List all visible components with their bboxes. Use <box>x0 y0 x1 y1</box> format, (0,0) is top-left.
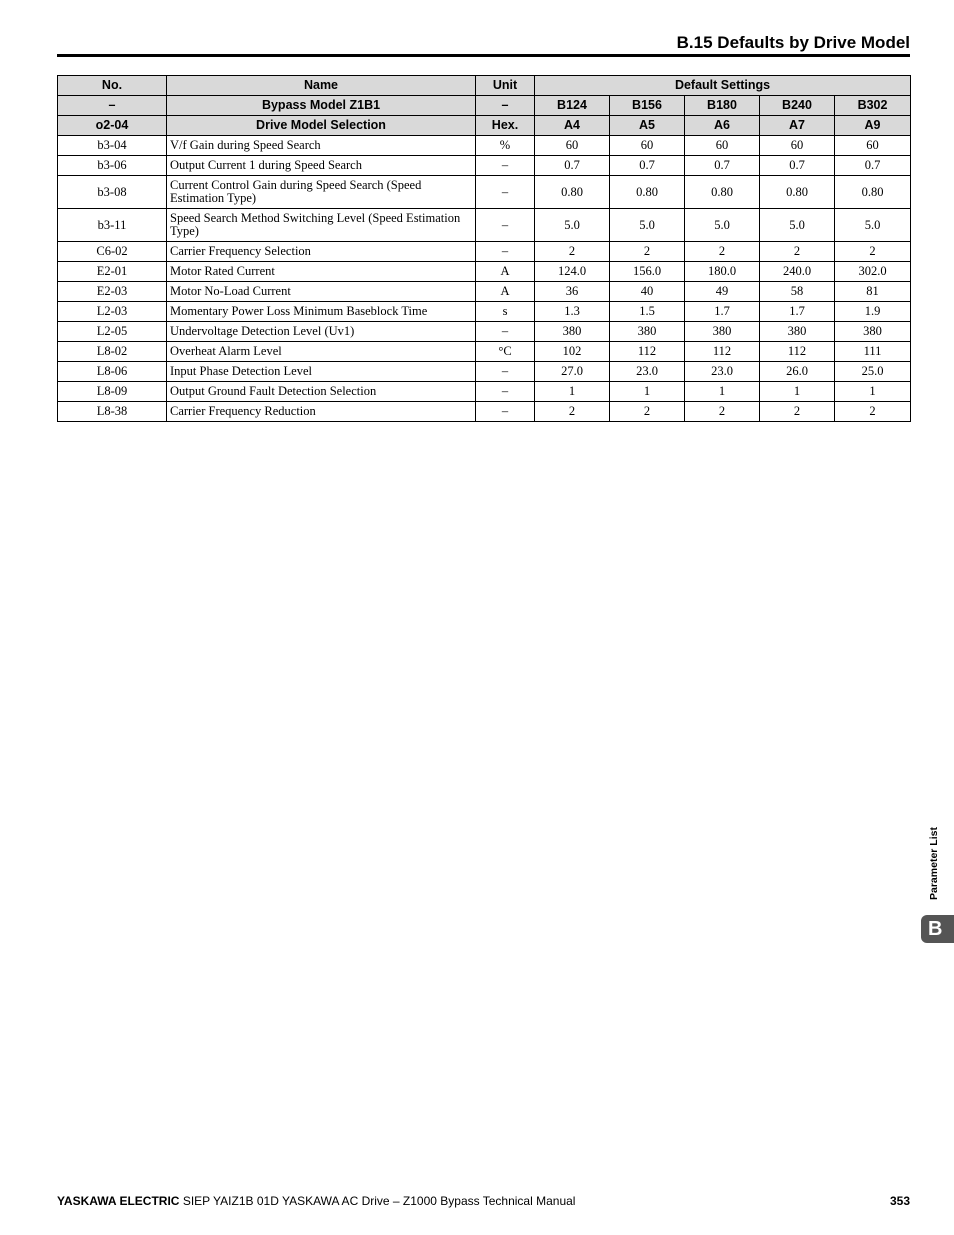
cell-value: 156.0 <box>610 262 685 282</box>
cell-value: 1 <box>835 382 911 402</box>
cell-value: 0.7 <box>535 156 610 176</box>
cell-value: 36 <box>535 282 610 302</box>
cell-name: Bypass Model Z1B1 <box>167 96 476 116</box>
model-cell: B156 <box>610 96 685 116</box>
cell-value: 49 <box>685 282 760 302</box>
model-cell: B302 <box>835 96 911 116</box>
cell-unit: °C <box>476 342 535 362</box>
cell-unit: – <box>476 209 535 242</box>
model-cell: A4 <box>535 116 610 136</box>
cell-value: 0.80 <box>760 176 835 209</box>
cell-value: 60 <box>610 136 685 156</box>
table-row <box>58 362 911 382</box>
cell-value: 5.0 <box>535 209 610 242</box>
cell-name: Momentary Power Loss Minimum Baseblock Time <box>167 302 476 322</box>
cell-value: 23.0 <box>685 362 760 382</box>
cell-no: o2-04 <box>58 116 167 136</box>
table-row <box>58 302 911 322</box>
cell-value: 58 <box>760 282 835 302</box>
table-row <box>58 242 911 262</box>
cell-unit: – <box>476 176 535 209</box>
cell-value: 0.7 <box>685 156 760 176</box>
cell-no: L8-38 <box>58 402 167 422</box>
table-header-row <box>58 76 911 96</box>
page-title: B.15 Defaults by Drive Model <box>676 33 910 52</box>
col-header-name: Name <box>167 76 476 96</box>
cell-value: 40 <box>610 282 685 302</box>
table-row <box>58 262 911 282</box>
cell-name: Motor No-Load Current <box>167 282 476 302</box>
bypass-model-row <box>58 96 911 116</box>
cell-value: 112 <box>685 342 760 362</box>
cell-name: Output Current 1 during Speed Search <box>167 156 476 176</box>
cell-value: 0.80 <box>685 176 760 209</box>
cell-value: 2 <box>610 242 685 262</box>
cell-value: 5.0 <box>835 209 911 242</box>
cell-value: 26.0 <box>760 362 835 382</box>
cell-no: L2-03 <box>58 302 167 322</box>
cell-value: 111 <box>835 342 911 362</box>
col-header-no: No. <box>58 76 167 96</box>
model-cell: A5 <box>610 116 685 136</box>
cell-value: 1.3 <box>535 302 610 322</box>
cell-value: 102 <box>535 342 610 362</box>
cell-name: Carrier Frequency Reduction <box>167 402 476 422</box>
page-number: 353 <box>889 1194 910 1208</box>
cell-value: 2 <box>685 402 760 422</box>
cell-no: b3-11 <box>58 209 167 242</box>
table-row <box>58 382 911 402</box>
cell-value: 380 <box>685 322 760 342</box>
cell-value: 2 <box>760 242 835 262</box>
cell-value: 112 <box>610 342 685 362</box>
cell-unit: Hex. <box>476 116 535 136</box>
model-cell: A7 <box>760 116 835 136</box>
table-row <box>58 322 911 342</box>
cell-value: 2 <box>835 402 911 422</box>
cell-value: 2 <box>835 242 911 262</box>
cell-name: Motor Rated Current <box>167 262 476 282</box>
cell-value: 124.0 <box>535 262 610 282</box>
cell-unit: – <box>476 382 535 402</box>
cell-unit: – <box>476 402 535 422</box>
cell-unit: A <box>476 262 535 282</box>
cell-no: E2-03 <box>58 282 167 302</box>
cell-value: 380 <box>535 322 610 342</box>
cell-value: 1 <box>685 382 760 402</box>
cell-value: 2 <box>760 402 835 422</box>
footer-text <box>57 1194 575 1208</box>
drive-model-row <box>58 116 911 136</box>
cell-unit: % <box>476 136 535 156</box>
col-header-unit: Unit <box>476 76 535 96</box>
cell-no: b3-06 <box>58 156 167 176</box>
cell-value: 27.0 <box>535 362 610 382</box>
footer-brand: YASKAWA ELECTRIC <box>57 1194 180 1208</box>
model-cell: B240 <box>760 96 835 116</box>
cell-value: 1 <box>535 382 610 402</box>
cell-value: 5.0 <box>685 209 760 242</box>
cell-value: 0.80 <box>535 176 610 209</box>
table-row <box>58 209 911 242</box>
cell-value: 1.7 <box>760 302 835 322</box>
cell-no: L2-05 <box>58 322 167 342</box>
cell-value: 380 <box>610 322 685 342</box>
cell-no: – <box>58 96 167 116</box>
parameter-table <box>57 75 911 422</box>
cell-value: 60 <box>535 136 610 156</box>
cell-value: 60 <box>760 136 835 156</box>
cell-value: 1 <box>760 382 835 402</box>
cell-value: 2 <box>535 242 610 262</box>
cell-value: 112 <box>760 342 835 362</box>
section-tab: B <box>921 915 954 943</box>
cell-value: 81 <box>835 282 911 302</box>
cell-value: 5.0 <box>760 209 835 242</box>
cell-value: 0.7 <box>835 156 911 176</box>
cell-name: Input Phase Detection Level <box>167 362 476 382</box>
cell-no: b3-08 <box>58 176 167 209</box>
cell-name: Drive Model Selection <box>167 116 476 136</box>
cell-value: 1.9 <box>835 302 911 322</box>
cell-value: 2 <box>685 242 760 262</box>
table-row <box>58 282 911 302</box>
cell-unit: – <box>476 362 535 382</box>
cell-no: b3-04 <box>58 136 167 156</box>
model-cell: A9 <box>835 116 911 136</box>
header-rule <box>57 54 910 57</box>
cell-unit: – <box>476 322 535 342</box>
cell-value: 180.0 <box>685 262 760 282</box>
cell-value: 380 <box>835 322 911 342</box>
table-row <box>58 176 911 209</box>
cell-name: Output Ground Fault Detection Selection <box>167 382 476 402</box>
cell-value: 0.7 <box>610 156 685 176</box>
cell-no: E2-01 <box>58 262 167 282</box>
cell-value: 1.5 <box>610 302 685 322</box>
cell-value: 23.0 <box>610 362 685 382</box>
cell-value: 60 <box>685 136 760 156</box>
model-cell: B124 <box>535 96 610 116</box>
cell-no: L8-06 <box>58 362 167 382</box>
cell-value: 25.0 <box>835 362 911 382</box>
cell-value: 1 <box>610 382 685 402</box>
cell-value: 60 <box>835 136 911 156</box>
cell-name: Current Control Gain during Speed Search (Speed Estimation Type) <box>167 176 476 209</box>
cell-no: L8-09 <box>58 382 167 402</box>
cell-no: L8-02 <box>58 342 167 362</box>
cell-value: 2 <box>535 402 610 422</box>
cell-unit: – <box>476 156 535 176</box>
cell-unit: – <box>476 242 535 262</box>
cell-value: 5.0 <box>610 209 685 242</box>
cell-name: Carrier Frequency Selection <box>167 242 476 262</box>
footer-manual-title: SIEP YAIZ1B 01D YASKAWA AC Drive – Z1000 Bypass Technical Manual <box>182 1194 576 1208</box>
cell-value: 0.80 <box>835 176 911 209</box>
cell-value: 1.7 <box>685 302 760 322</box>
cell-value: 240.0 <box>760 262 835 282</box>
cell-name: V/f Gain during Speed Search <box>167 136 476 156</box>
cell-no: C6-02 <box>58 242 167 262</box>
table-row <box>58 156 911 176</box>
cell-name: Undervoltage Detection Level (Uv1) <box>167 322 476 342</box>
table-row <box>58 402 911 422</box>
model-cell: A6 <box>685 116 760 136</box>
cell-name: Overheat Alarm Level <box>167 342 476 362</box>
section-side-label: Parameter List <box>928 827 940 900</box>
table-row <box>58 136 911 156</box>
cell-name: Speed Search Method Switching Level (Speed Estimation Type) <box>167 209 476 242</box>
cell-unit: s <box>476 302 535 322</box>
cell-value: 302.0 <box>835 262 911 282</box>
cell-unit: – <box>476 96 535 116</box>
cell-unit: A <box>476 282 535 302</box>
table-row <box>58 342 911 362</box>
cell-value: 2 <box>610 402 685 422</box>
model-cell: B180 <box>685 96 760 116</box>
cell-value: 0.7 <box>760 156 835 176</box>
cell-value: 380 <box>760 322 835 342</box>
cell-value: 0.80 <box>610 176 685 209</box>
col-header-default-settings: Default Settings <box>535 76 911 96</box>
